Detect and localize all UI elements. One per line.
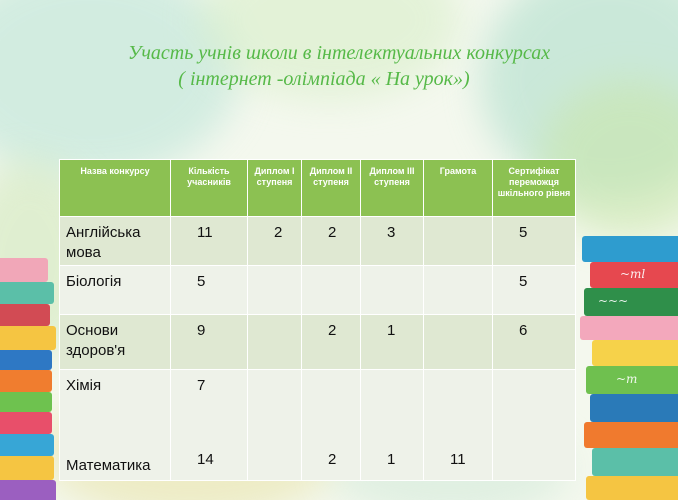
table-header-row (60, 160, 576, 217)
table-cell (424, 370, 493, 481)
column-header: Диплом ІІІ ступеня (361, 160, 424, 217)
results-table (59, 159, 576, 481)
cell-value-top: Хімія (66, 377, 102, 394)
table-cell: 9 (171, 315, 248, 370)
cell-value-bottom: Математика (66, 457, 151, 474)
column-header: Кількість учасників (171, 160, 248, 217)
column-header: Сертифікат переможця шкільного рівня (493, 160, 576, 217)
cell-value-bottom: 11 (450, 451, 466, 468)
table-cell (60, 370, 171, 481)
column-header: Диплом ІІ ступеня (302, 160, 361, 217)
slide-background: ~ml ~~~ ~m (0, 0, 678, 500)
table-cell (248, 370, 302, 481)
table-cell (248, 315, 302, 370)
cell-value-bottom: 14 (197, 451, 214, 468)
cell-value-top: 7 (197, 377, 206, 394)
table-cell: Англійська мова (60, 217, 171, 266)
table-cell: 5 (171, 266, 248, 315)
cell-value-bottom: 1 (387, 451, 396, 468)
title-line-2: ( інтернет -олімпіада « На урок») (178, 68, 470, 90)
table-cell: 2 (248, 217, 302, 266)
table-cell: 2 (302, 315, 361, 370)
table-row (60, 266, 576, 315)
table-cell (493, 370, 576, 481)
table-row (60, 370, 576, 481)
table-cell (248, 266, 302, 315)
table-cell: 1 (361, 315, 424, 370)
column-header: Грамота (424, 160, 493, 217)
table-cell (361, 370, 424, 481)
table-cell: 5 (493, 266, 576, 315)
slide-title (0, 40, 678, 92)
table-cell (424, 217, 493, 266)
table-cell (302, 370, 361, 481)
cell-value-bottom: 2 (328, 451, 337, 468)
table-cell (424, 315, 493, 370)
column-header: Диплом І ступеня (248, 160, 302, 217)
table-cell (171, 370, 248, 481)
table-cell (361, 266, 424, 315)
table-cell: 5 (493, 217, 576, 266)
table-row (60, 315, 576, 370)
column-header: Назва конкурсу (60, 160, 171, 217)
table-cell: 2 (302, 217, 361, 266)
table-cell: 11 (171, 217, 248, 266)
table-cell: Біологія (60, 266, 171, 315)
table-cell (424, 266, 493, 315)
title-line-1: Участь учнів школи в інтелектуальних конкурсах (127, 42, 551, 64)
table-row (60, 217, 576, 266)
table-cell: Основи здоров'я (60, 315, 171, 370)
table-cell: 6 (493, 315, 576, 370)
table-cell: 3 (361, 217, 424, 266)
table-cell (302, 266, 361, 315)
